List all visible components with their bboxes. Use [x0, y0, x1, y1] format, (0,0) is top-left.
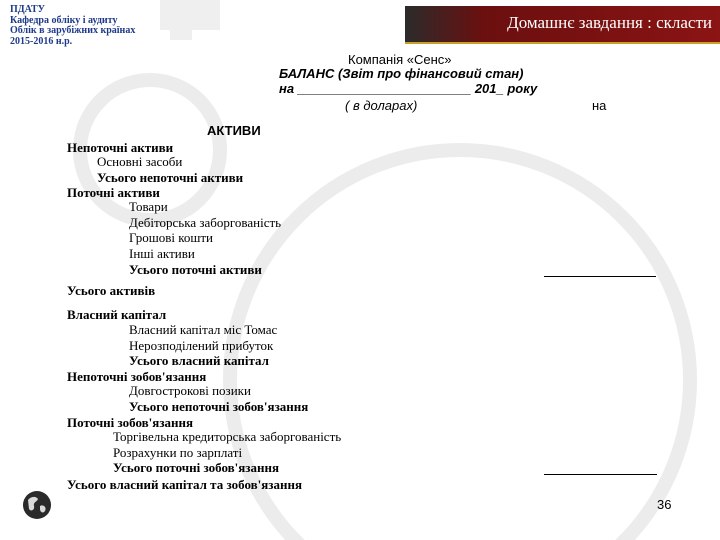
on-label: на: [592, 98, 607, 113]
balance-row-1: Непоточні активи: [67, 140, 174, 155]
balance-row-21: Усього поточні зобов'язання: [113, 460, 280, 475]
balance-row-17: Усього непоточні зобов'язання: [129, 399, 309, 414]
balance-row-18: Поточні зобов'язання: [67, 415, 194, 430]
balance-row-13: Нерозподілений прибуток: [129, 338, 274, 353]
balance-row-6: Дебіторська заборгованість: [129, 215, 282, 230]
company-name: Компанія «Сенс»: [348, 52, 452, 67]
balance-row-10: Усього активів: [67, 283, 156, 298]
balance-row-5: Товари: [129, 199, 168, 214]
balance-title: БАЛАНС (Звіт про фінансовий стан): [279, 66, 524, 81]
date-line: на ________________________ 201_ року: [279, 81, 538, 96]
balance-row-3: Усього непоточні активи: [97, 170, 244, 185]
logo-line-4: 2015-2016 н.р.: [10, 35, 73, 47]
currency-note: ( в доларах): [345, 98, 418, 113]
page-number: 36: [657, 497, 672, 512]
balance-row-15: Непоточні зобов'язання: [67, 369, 207, 384]
balance-row-14: Усього власний капітал: [129, 353, 269, 368]
balance-row-8: Інші активи: [129, 246, 195, 261]
assets-heading: АКТИВИ: [207, 123, 261, 138]
logo-line-3: Облік в зарубіжних країнах: [10, 25, 136, 36]
logo-line-1: ПДАТУ: [10, 4, 46, 15]
balance-row-20: Розрахунки по зарплаті: [113, 445, 243, 460]
globe-icon: [22, 490, 52, 520]
balance-row-11: Власний капітал: [67, 307, 167, 322]
balance-row-9: Усього поточні активи: [129, 262, 262, 277]
balance-row-7: Грошові кошти: [129, 230, 214, 245]
balance-row-2: Основні засоби: [97, 154, 183, 169]
logo-line-2: Кафедра обліку і аудиту: [10, 14, 118, 26]
slide-title: Домашнє завдання : скласти: [507, 13, 712, 32]
total-assets-line: [544, 276, 656, 277]
balance-row-12: Власний капітал міс Томас: [129, 322, 278, 337]
balance-row-16: Довгострокові позики: [129, 383, 251, 398]
balance-row-19: Торгівельна кредиторська заборгованість: [113, 429, 342, 444]
balance-row-4: Поточні активи: [67, 185, 160, 200]
total-equity-liabilities-line: [544, 474, 657, 475]
balance-row-22: Усього власний капітал та зобов'язання: [67, 477, 303, 492]
